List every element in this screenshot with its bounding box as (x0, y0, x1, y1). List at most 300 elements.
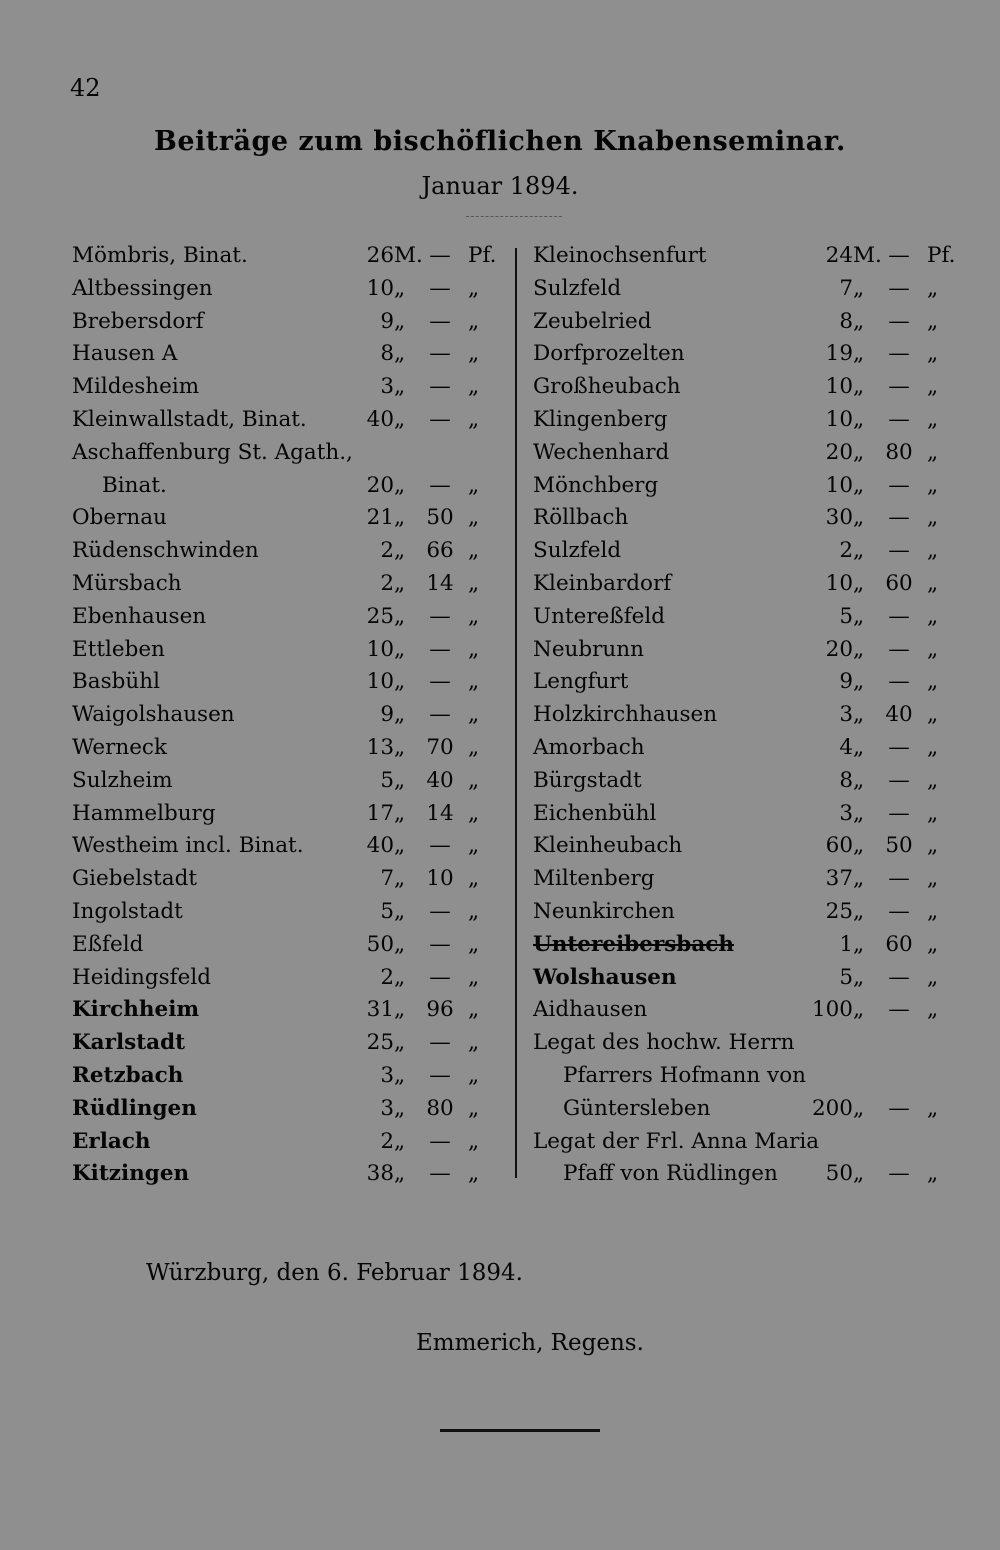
mark-unit: „ (394, 374, 406, 400)
contribution-row (72, 994, 504, 1027)
pfennig-unit: „ (468, 1030, 480, 1056)
mark-unit: „ (853, 505, 865, 531)
mark-unit: „ (853, 964, 865, 990)
pfennig-unit: „ (468, 341, 480, 367)
mark-unit: „ (853, 669, 865, 695)
mark-amount: 3 (380, 1095, 394, 1121)
mark-unit: „ (853, 1161, 865, 1187)
place-name: Ebenhausen (72, 603, 207, 629)
place-name: Bürgstadt (533, 767, 642, 793)
pfennig-unit: Pf. (468, 243, 497, 268)
contribution-row (72, 601, 504, 634)
contribution-row (72, 502, 504, 535)
contribution-row (533, 896, 963, 929)
contribution-row (533, 1060, 963, 1093)
pfennig-unit: „ (927, 538, 939, 564)
place-name: Güntersleben (563, 1095, 711, 1121)
place-name: Miltenberg (533, 866, 655, 892)
pfennig-unit: „ (927, 702, 939, 728)
place-name: Waigolshausen (72, 702, 235, 728)
mark-unit: „ (394, 931, 406, 957)
pfennig-unit: „ (468, 997, 480, 1023)
place-name: Sulzheim (72, 767, 173, 793)
place-name: Giebelstadt (72, 866, 198, 892)
contribution-row (533, 994, 963, 1027)
mark-unit: „ (394, 1095, 406, 1121)
place-name: Wolshausen (533, 964, 677, 990)
place-name: Neunkirchen (533, 898, 675, 924)
pfennig-unit: „ (927, 964, 939, 990)
pfennig-unit: „ (927, 341, 939, 367)
mark-amount: 60 (825, 833, 853, 859)
place-name: Eichenbühl (533, 800, 657, 826)
place-name: Hausen A (72, 341, 178, 367)
pfennig-amount: 60 (885, 931, 913, 957)
mark-unit: „ (853, 800, 865, 826)
mark-unit: „ (394, 636, 406, 662)
place-name: Obernau (72, 505, 167, 531)
mark-amount: 5 (380, 898, 394, 924)
mark-unit: „ (853, 997, 865, 1023)
contribution-row (72, 1093, 504, 1126)
mark-unit: „ (394, 1030, 406, 1056)
place-name: Zeubelried (533, 308, 652, 334)
contribution-row (533, 601, 963, 634)
mark-unit: „ (394, 472, 406, 498)
place-name: Dorfprozelten (533, 341, 685, 367)
mark-amount: 5 (380, 767, 394, 793)
place-name: Rüdenschwinden (72, 538, 259, 564)
pfennig-unit: „ (468, 275, 480, 301)
place-name: Großheubach (533, 374, 681, 400)
pfennig-unit: „ (468, 1128, 480, 1154)
contribution-row (533, 470, 963, 503)
contribution-row (533, 634, 963, 667)
pfennig-amount: 60 (885, 570, 913, 596)
mark-unit: M. (853, 243, 882, 268)
mark-amount: 37 (825, 866, 853, 892)
pfennig-amount: — (429, 472, 451, 498)
pfennig-unit: „ (927, 997, 939, 1023)
contribution-row (533, 732, 963, 765)
legacy-text: Legat der Frl. Anna Maria (533, 1128, 820, 1154)
legacy-text: Pfarrers Hofmann von (563, 1062, 806, 1088)
mark-unit: „ (853, 702, 865, 728)
pfennig-unit: „ (468, 374, 480, 400)
mark-amount: 4 (839, 734, 853, 760)
mark-unit: „ (853, 898, 865, 924)
place-name: Aschaffenburg St. Agath., (72, 439, 353, 465)
pfennig-unit: „ (927, 833, 939, 859)
pfennig-amount: 14 (426, 570, 454, 596)
mark-amount: 10 (366, 636, 394, 662)
pfennig-amount: 80 (426, 1095, 454, 1121)
column-divider (515, 248, 517, 1178)
mark-amount: 200 (811, 1095, 853, 1121)
pfennig-amount: 14 (426, 800, 454, 826)
place-name: Eßfeld (72, 931, 144, 957)
mark-unit: „ (394, 898, 406, 924)
pfennig-unit: „ (468, 702, 480, 728)
pfennig-unit: „ (927, 866, 939, 892)
pfennig-unit: „ (927, 374, 939, 400)
mark-unit: „ (394, 570, 406, 596)
pfennig-amount: — (429, 702, 451, 728)
place-name: Retzbach (72, 1062, 184, 1088)
contribution-row (533, 1027, 963, 1060)
pfennig-amount: — (888, 964, 910, 990)
contribution-row (533, 1093, 963, 1126)
place-name: Mürsbach (72, 570, 182, 596)
mark-amount: 10 (366, 275, 394, 301)
mark-amount: 8 (380, 341, 394, 367)
mark-unit: „ (853, 866, 865, 892)
pfennig-amount: — (888, 341, 910, 367)
place-name: Karlstadt (72, 1030, 186, 1056)
mark-unit: „ (853, 341, 865, 367)
contribution-row (72, 338, 504, 371)
place-name: Mömbris, Binat. (72, 243, 248, 268)
place-name: Kleinwallstadt, Binat. (72, 406, 307, 432)
mark-amount: 20 (825, 636, 853, 662)
pfennig-amount: 40 (426, 767, 454, 793)
pfennig-unit: Pf. (927, 243, 956, 268)
contribution-row (72, 404, 504, 437)
pfennig-unit: „ (927, 570, 939, 596)
pfennig-amount: — (888, 997, 910, 1023)
place-name: Lengfurt (533, 669, 629, 695)
place-name: Rüdlingen (72, 1095, 197, 1121)
mark-amount: 25 (825, 898, 853, 924)
pfennig-amount: 66 (426, 538, 454, 564)
pfennig-amount: — (429, 1030, 451, 1056)
place-name: Hammelburg (72, 800, 216, 826)
pfennig-amount: — (429, 964, 451, 990)
mark-unit: „ (394, 538, 406, 564)
contribution-row (72, 568, 504, 601)
pfennig-amount: — (429, 308, 451, 334)
pfennig-amount: — (888, 308, 910, 334)
contribution-row (72, 1027, 504, 1060)
mark-amount: 1 (839, 931, 853, 957)
pfennig-amount: — (429, 406, 451, 432)
contribution-row (72, 830, 504, 863)
contribution-row (533, 568, 963, 601)
mark-amount: 7 (839, 275, 853, 301)
pfennig-amount: — (888, 603, 910, 629)
mark-unit: „ (394, 800, 406, 826)
pfennig-amount: — (888, 767, 910, 793)
mark-unit: M. (394, 243, 423, 268)
mark-amount: 40 (366, 406, 394, 432)
pfennig-amount: — (429, 669, 451, 695)
contribution-row (533, 371, 963, 404)
mark-amount: 38 (366, 1161, 394, 1187)
place-name: Basbühl (72, 669, 160, 695)
mark-unit: „ (853, 734, 865, 760)
pfennig-amount: — (429, 1062, 451, 1088)
contribution-row (533, 962, 963, 995)
mark-unit: „ (394, 1062, 406, 1088)
mark-unit: „ (394, 964, 406, 990)
pfennig-unit: „ (927, 800, 939, 826)
mark-amount: 10 (825, 472, 853, 498)
mark-unit: „ (853, 636, 865, 662)
pfennig-amount: — (888, 538, 910, 564)
contribution-row (72, 273, 504, 306)
mark-amount: 8 (839, 308, 853, 334)
pfennig-unit: „ (468, 406, 480, 432)
pfennig-amount: — (429, 1128, 451, 1154)
place-name: Brebersdorf (72, 308, 204, 334)
mark-amount: 2 (380, 964, 394, 990)
pfennig-amount: — (888, 1095, 910, 1121)
mark-amount: 13 (366, 734, 394, 760)
pfennig-amount: — (429, 1161, 451, 1187)
mark-unit: „ (394, 997, 406, 1023)
mark-amount: 9 (380, 308, 394, 334)
mark-unit: „ (394, 275, 406, 301)
place-name: Neubrunn (533, 636, 644, 662)
pfennig-amount: — (888, 505, 910, 531)
place-name: Kleinochsenfurt (533, 243, 707, 268)
contribution-row (72, 765, 504, 798)
pfennig-amount: 50 (885, 833, 913, 859)
contribution-row (533, 1126, 963, 1159)
mark-unit: „ (394, 866, 406, 892)
pfennig-amount: 80 (885, 439, 913, 465)
place-name: Sulzfeld (533, 538, 622, 564)
mark-unit: „ (853, 374, 865, 400)
place-name: Holzkirchhausen (533, 702, 718, 728)
pfennig-unit: „ (927, 767, 939, 793)
pfennig-amount: 50 (426, 505, 454, 531)
mark-amount: 10 (366, 669, 394, 695)
pfennig-amount: — (429, 341, 451, 367)
mark-amount: 19 (825, 341, 853, 367)
place-name: Wechenhard (533, 439, 670, 465)
pfennig-unit: „ (927, 439, 939, 465)
mark-amount: 5 (839, 603, 853, 629)
footer-place-date: Würzburg, den 6. Februar 1894. (146, 1260, 523, 1286)
contribution-row (533, 338, 963, 371)
mark-unit: „ (394, 734, 406, 760)
contribution-row (72, 798, 504, 831)
pfennig-unit: „ (468, 1161, 480, 1187)
mark-amount: 30 (825, 505, 853, 531)
mark-amount: 25 (366, 1030, 394, 1056)
contribution-row (533, 502, 963, 535)
contribution-row (72, 306, 504, 339)
pfennig-amount: — (429, 243, 451, 268)
pfennig-amount: — (888, 275, 910, 301)
mark-amount: 100 (811, 997, 853, 1023)
mark-unit: „ (853, 406, 865, 432)
mark-amount: 17 (366, 800, 394, 826)
place-name: Altbessingen (72, 275, 213, 301)
mark-amount: 2 (380, 1128, 394, 1154)
pfennig-amount: — (888, 374, 910, 400)
contribution-row (533, 798, 963, 831)
place-name: Mildesheim (72, 374, 200, 400)
mark-unit: „ (394, 505, 406, 531)
pfennig-unit: „ (468, 833, 480, 859)
pfennig-unit: „ (927, 931, 939, 957)
mark-unit: „ (394, 767, 406, 793)
pfennig-amount: — (888, 472, 910, 498)
place-name: Binat. (102, 472, 167, 498)
pfennig-amount: 70 (426, 734, 454, 760)
pfennig-amount: — (429, 833, 451, 859)
pfennig-unit: „ (927, 406, 939, 432)
pfennig-unit: „ (468, 505, 480, 531)
mark-amount: 31 (366, 997, 394, 1023)
pfennig-amount: — (888, 636, 910, 662)
place-name: Aidhausen (533, 997, 648, 1023)
contribution-row (533, 437, 963, 470)
place-name: Heidingsfeld (72, 964, 211, 990)
page-title: Beiträge zum bischöflichen Knabenseminar. (154, 126, 846, 157)
mark-amount: 3 (839, 800, 853, 826)
contribution-row (72, 535, 504, 568)
pfennig-unit: „ (927, 603, 939, 629)
contribution-row (72, 1158, 504, 1191)
pfennig-unit: „ (927, 472, 939, 498)
pfennig-amount: 10 (426, 866, 454, 892)
place-name: Mönchberg (533, 472, 659, 498)
contribution-row (72, 240, 504, 273)
mark-amount: 40 (366, 833, 394, 859)
pfennig-unit: „ (927, 1095, 939, 1121)
mark-unit: „ (394, 833, 406, 859)
mark-unit: „ (394, 702, 406, 728)
pfennig-amount: — (888, 243, 910, 268)
mark-unit: „ (853, 308, 865, 334)
mark-unit: „ (394, 669, 406, 695)
mark-unit: „ (394, 308, 406, 334)
mark-unit: „ (853, 538, 865, 564)
mark-unit: „ (394, 341, 406, 367)
mark-amount: 3 (839, 702, 853, 728)
contribution-row (533, 699, 963, 732)
mark-amount: 10 (825, 374, 853, 400)
contribution-row (72, 437, 504, 470)
pfennig-amount: — (888, 734, 910, 760)
place-name: Klingenberg (533, 406, 668, 432)
contribution-row (533, 765, 963, 798)
contribution-row (533, 1158, 963, 1191)
place-name: Kleinbardorf (533, 570, 672, 596)
mark-unit: „ (394, 1128, 406, 1154)
contribution-row (72, 863, 504, 896)
place-name: Pfaff von Rüdlingen (563, 1161, 778, 1187)
pfennig-amount: — (888, 406, 910, 432)
place-name: Röllbach (533, 505, 629, 531)
mark-unit: „ (853, 275, 865, 301)
mark-amount: 2 (380, 570, 394, 596)
mark-unit: „ (853, 767, 865, 793)
place-name: Erlach (72, 1128, 151, 1154)
mark-unit: „ (853, 603, 865, 629)
place-name: Westheim incl. Binat. (72, 833, 304, 859)
contribution-row (72, 929, 504, 962)
pfennig-unit: „ (468, 800, 480, 826)
contribution-row (72, 1060, 504, 1093)
pfennig-unit: „ (468, 308, 480, 334)
pfennig-unit: „ (927, 636, 939, 662)
place-name: Werneck (72, 734, 167, 760)
place-name: Kirchheim (72, 997, 200, 1023)
pfennig-unit: „ (468, 964, 480, 990)
footer-signature: Emmerich, Regens. (416, 1330, 644, 1356)
pfennig-unit: „ (468, 1062, 480, 1088)
mark-amount: 24 (825, 243, 853, 268)
mark-unit: „ (394, 1161, 406, 1187)
mark-amount: 50 (366, 931, 394, 957)
mark-amount: 8 (839, 767, 853, 793)
pfennig-unit: „ (468, 767, 480, 793)
mark-amount: 9 (839, 669, 853, 695)
mark-unit: „ (853, 472, 865, 498)
contribution-row (72, 962, 504, 995)
pfennig-amount: — (429, 931, 451, 957)
contribution-row (533, 830, 963, 863)
contribution-row (533, 240, 963, 273)
contribution-row (533, 306, 963, 339)
contribution-row (72, 470, 504, 503)
mark-amount: 3 (380, 1062, 394, 1088)
pfennig-amount: 96 (426, 997, 454, 1023)
title-ornament (466, 216, 562, 217)
contribution-row (533, 929, 963, 962)
pfennig-unit: „ (468, 538, 480, 564)
pfennig-amount: — (429, 898, 451, 924)
pfennig-amount: — (888, 800, 910, 826)
contribution-row (533, 666, 963, 699)
mark-unit: „ (853, 1095, 865, 1121)
contribution-row (72, 732, 504, 765)
mark-amount: 21 (366, 505, 394, 531)
pfennig-amount: — (429, 603, 451, 629)
pfennig-unit: „ (468, 931, 480, 957)
pfennig-unit: „ (468, 734, 480, 760)
contribution-row (533, 863, 963, 896)
mark-amount: 10 (825, 570, 853, 596)
right-contribution-column (533, 240, 963, 1191)
place-name: Untereßfeld (533, 603, 666, 629)
page-number: 42 (70, 74, 101, 102)
mark-unit: „ (394, 406, 406, 432)
bottom-rule (440, 1429, 600, 1432)
mark-amount: 26 (366, 243, 394, 268)
mark-amount: 2 (380, 538, 394, 564)
contribution-row (72, 896, 504, 929)
page-subtitle: Januar 1894. (421, 172, 579, 200)
contribution-row (72, 699, 504, 732)
mark-unit: „ (394, 603, 406, 629)
contribution-row (533, 535, 963, 568)
contribution-row (72, 634, 504, 667)
contribution-row (72, 371, 504, 404)
pfennig-unit: „ (468, 472, 480, 498)
pfennig-amount: — (429, 636, 451, 662)
pfennig-amount: — (888, 1161, 910, 1187)
pfennig-unit: „ (927, 734, 939, 760)
pfennig-unit: „ (468, 603, 480, 629)
pfennig-unit: „ (468, 1095, 480, 1121)
mark-amount: 20 (366, 472, 394, 498)
mark-amount: 7 (380, 866, 394, 892)
